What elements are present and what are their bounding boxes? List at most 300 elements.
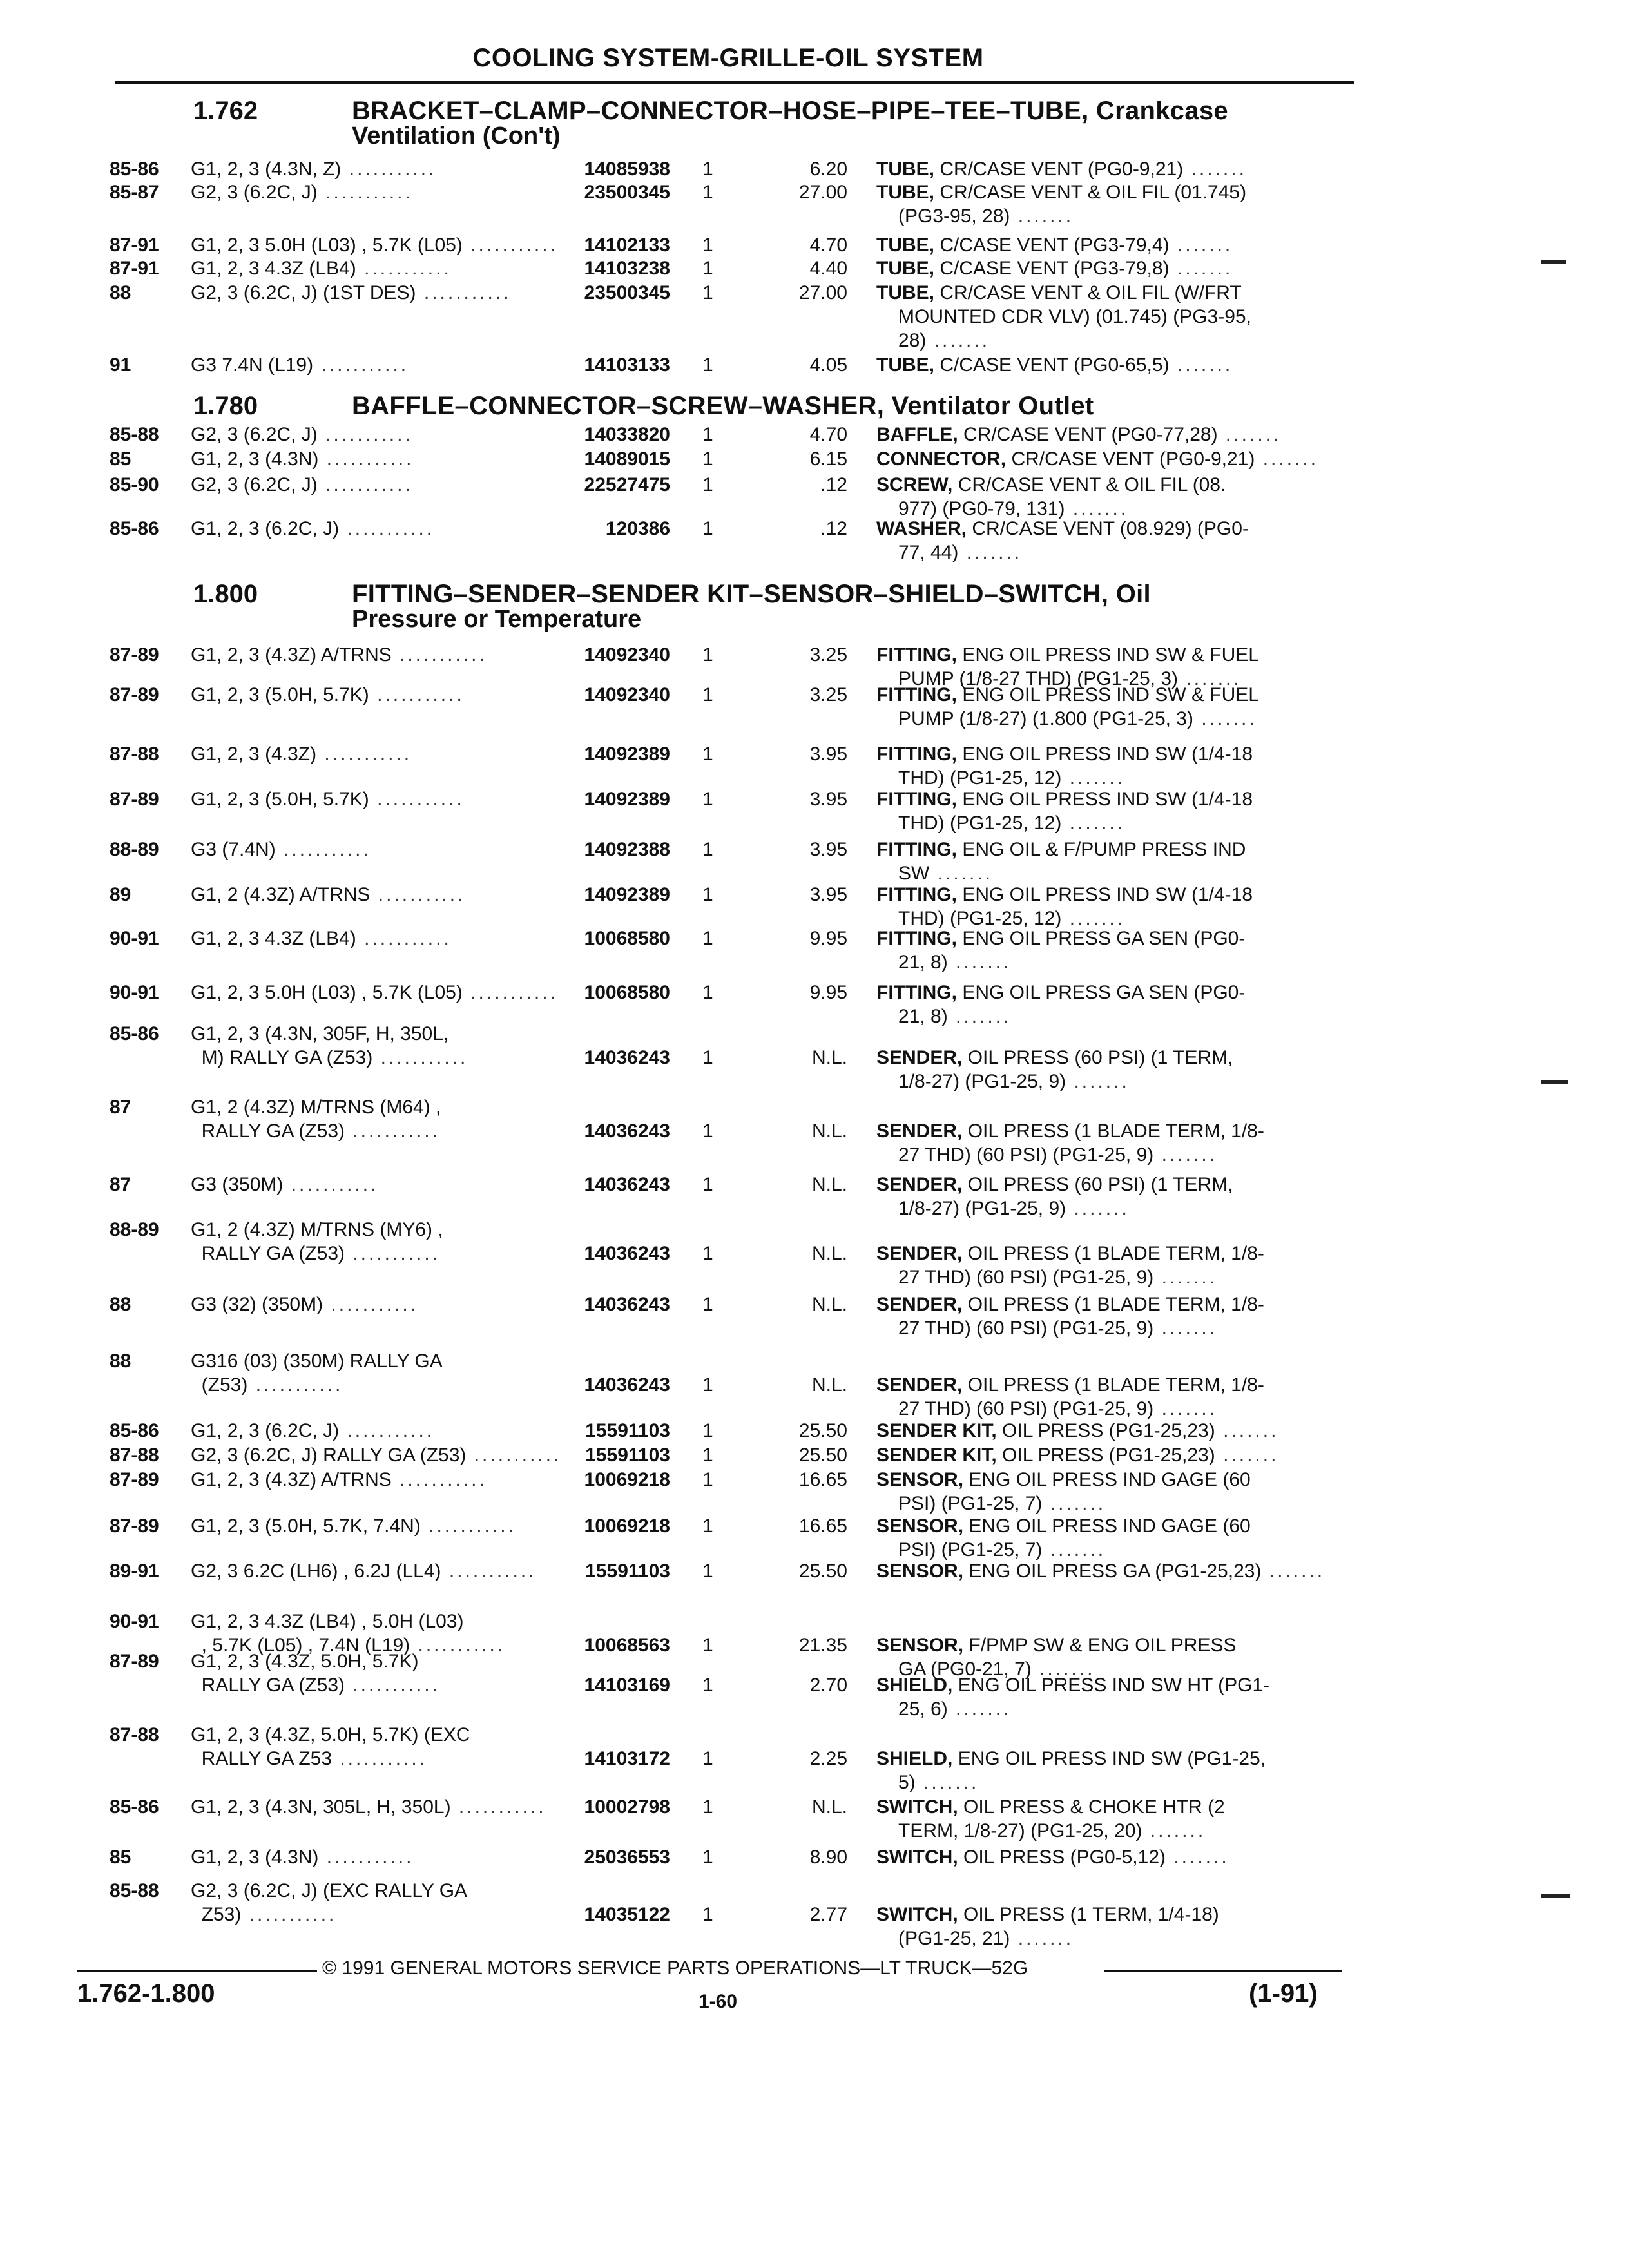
application	[191, 157, 532, 181]
section-number: 1.800	[193, 580, 258, 608]
price: 3.95	[809, 884, 847, 905]
description-text: OIL PRESS (PG1-25,23)	[1002, 1445, 1215, 1466]
leader-dots: .......	[1061, 767, 1126, 789]
price: 25.50	[798, 1420, 847, 1441]
leader-dots: .......	[1042, 1493, 1106, 1514]
application	[191, 423, 532, 447]
model-years: 89-91	[110, 1561, 159, 1582]
description-text: ENG OIL PRESS IND SW (1/4-18	[962, 884, 1253, 905]
part-name: SENSOR,	[876, 1635, 964, 1656]
description	[898, 541, 1375, 564]
leader-dots: .......	[1061, 908, 1126, 929]
leader-dots: ...........	[441, 1561, 537, 1582]
price: N.L.	[811, 1243, 847, 1264]
description	[898, 707, 1375, 731]
price: 9.95	[809, 928, 847, 949]
leader-dots: ...........	[420, 1515, 516, 1537]
description	[898, 766, 1375, 790]
application	[191, 1349, 532, 1373]
quantity: 1	[702, 1445, 713, 1466]
description-text: GA (PG0-21, 7)	[898, 1658, 1032, 1680]
application-text: G2, 3 (6.2C, J) (1ST DES)	[191, 282, 416, 303]
price: 4.70	[809, 235, 847, 256]
part-name: SENDER,	[876, 1294, 963, 1315]
part-number: 10069218	[584, 1469, 670, 1490]
description-text: OIL PRESS (60 PSI) (1 TERM,	[967, 1174, 1233, 1195]
leader-dots: ...........	[356, 258, 452, 279]
description-text: ENG OIL PRESS GA (PG1-25,23)	[969, 1561, 1262, 1582]
application-text: G1, 2, 3 (4.3Z, 5.0H, 5.7K)	[191, 1651, 419, 1672]
price: N.L.	[811, 1374, 847, 1396]
application	[191, 447, 532, 471]
description	[876, 683, 1353, 707]
model-years: 88-89	[110, 1219, 159, 1240]
quantity: 1	[702, 1469, 713, 1490]
part-number: 10068580	[584, 928, 670, 949]
part-number: 14033820	[584, 424, 670, 445]
description	[898, 305, 1375, 329]
section-number: 1.762	[193, 97, 258, 125]
part-number: 22527475	[584, 474, 670, 495]
description-text: CR/CASE VENT & OIL FIL (W/FRT	[940, 282, 1242, 303]
description	[876, 1468, 1353, 1492]
application	[191, 1795, 546, 1819]
description	[876, 927, 1353, 950]
application	[191, 353, 532, 377]
leader-dots: ...........	[345, 1243, 441, 1264]
part-entry	[0, 233, 1629, 256]
description-text: PSI) (PG1-25, 7)	[898, 1539, 1043, 1561]
price: 4.70	[809, 424, 847, 445]
description	[876, 517, 1353, 541]
application-text: G1, 2, 3 4.3Z (LB4) , 5.0H (L03)	[191, 1611, 464, 1632]
description-text: C/CASE VENT (PG3-79,8)	[940, 258, 1170, 279]
leader-dots: ...........	[318, 448, 414, 470]
price: 6.15	[809, 448, 847, 470]
application-text: Z53)	[191, 1904, 242, 1925]
section-number: 1.780	[193, 392, 258, 420]
part-name: SENSOR,	[876, 1561, 964, 1582]
part-number: 25036553	[584, 1847, 670, 1868]
leader-dots: ...........	[313, 354, 409, 376]
leader-dots: .......	[958, 542, 1023, 563]
application	[191, 742, 532, 766]
part-number: 14089015	[584, 448, 670, 470]
leader-dots: ...........	[339, 518, 435, 539]
part-number: 14085938	[584, 159, 670, 180]
price: 27.00	[798, 282, 847, 303]
part-name: SENDER,	[876, 1120, 963, 1142]
price: 9.95	[809, 982, 847, 1003]
description	[876, 1633, 1353, 1657]
leader-dots: .......	[1215, 1445, 1279, 1466]
quantity: 1	[702, 1748, 713, 1769]
part-number: 10068580	[584, 982, 670, 1003]
quantity: 1	[702, 354, 713, 376]
description-text: 27 THD) (60 PSI) (PG1-25, 9)	[898, 1267, 1154, 1288]
leader-dots: .......	[1065, 498, 1129, 519]
description-text: OIL PRESS (1 TERM, 1/4-18)	[963, 1904, 1219, 1925]
description-text: OIL PRESS & CHOKE HTR (2	[963, 1796, 1225, 1818]
quantity: 1	[702, 644, 713, 666]
leader-dots: ...........	[450, 1796, 546, 1818]
model-years: 89	[110, 884, 131, 905]
leader-dots: ...........	[345, 1675, 441, 1696]
leader-dots: .......	[1153, 1318, 1217, 1339]
price: N.L.	[811, 1796, 847, 1818]
price: 4.40	[809, 258, 847, 279]
leader-dots: .......	[915, 1772, 979, 1793]
application	[191, 1610, 532, 1633]
footer-revision: (1-91)	[1249, 1979, 1318, 2008]
description	[876, 787, 1353, 811]
description-text: 21, 8)	[898, 1006, 948, 1027]
application	[191, 517, 532, 541]
description-text: C/CASE VENT (PG3-79,4)	[940, 235, 1170, 256]
leader-dots: .......	[1255, 448, 1319, 470]
margin-mark	[1541, 1080, 1568, 1084]
part-entry	[0, 1559, 1629, 1582]
part-name: TUBE,	[876, 182, 934, 203]
leader-dots: ...........	[332, 1748, 428, 1769]
price: 25.50	[798, 1561, 847, 1582]
price: 16.65	[798, 1469, 847, 1490]
part-name: FITTING,	[876, 928, 957, 949]
price: 2.70	[809, 1675, 847, 1696]
price: 4.05	[809, 354, 847, 376]
description-text: ENG OIL PRESS IND SW & FUEL	[962, 644, 1259, 666]
description-text: ENG OIL & F/PUMP PRESS IND	[962, 839, 1246, 860]
description	[898, 1538, 1375, 1562]
model-years: 85-86	[110, 518, 159, 539]
leader-dots: ...........	[372, 1047, 468, 1068]
part-name: TUBE,	[876, 159, 934, 180]
description	[876, 233, 1353, 257]
leader-dots: .......	[1010, 1928, 1074, 1949]
quantity: 1	[702, 282, 713, 303]
quantity: 1	[702, 1675, 713, 1696]
description-text: C/CASE VENT (PG0-65,5)	[940, 354, 1170, 376]
part-entry	[0, 1443, 1629, 1466]
description-text: (PG3-95, 28)	[898, 206, 1010, 227]
part-name: SENDER,	[876, 1047, 963, 1068]
part-number: 15591103	[585, 1445, 670, 1466]
description	[876, 447, 1353, 471]
application-text: G2, 3 (6.2C, J)	[191, 424, 318, 445]
model-years: 85-86	[110, 1023, 159, 1044]
application-text: G1, 2, 3 (5.0H, 5.7K)	[191, 789, 369, 810]
application-text: RALLY GA (Z53)	[191, 1243, 345, 1264]
description-text: THD) (PG1-25, 12)	[898, 812, 1062, 834]
description	[876, 1046, 1353, 1070]
price: .12	[820, 518, 847, 539]
part-number: 14103172	[584, 1748, 670, 1769]
leader-dots: .......	[1142, 1820, 1206, 1841]
description	[876, 1293, 1353, 1316]
part-name: WASHER,	[876, 518, 967, 539]
part-number: 10068563	[584, 1635, 670, 1656]
application-text: RALLY GA Z53	[191, 1748, 333, 1769]
model-years: 85-86	[110, 159, 159, 180]
description	[876, 742, 1353, 766]
quantity: 1	[702, 1374, 713, 1396]
application	[191, 927, 532, 950]
description-text: 21, 8)	[898, 952, 948, 973]
quantity: 1	[702, 159, 713, 180]
description	[876, 281, 1353, 305]
description-text: ENG OIL PRESS IND GAGE (60	[969, 1515, 1251, 1537]
part-name: SHIELD,	[876, 1675, 953, 1696]
application-text: RALLY GA (Z53)	[191, 1120, 345, 1142]
part-entry	[0, 473, 1629, 519]
part-number: 120386	[605, 518, 670, 539]
section-subtitle: Ventilation (Con't)	[352, 122, 561, 149]
part-number: 14103133	[584, 354, 670, 376]
application	[191, 1559, 537, 1583]
application-text: G1, 2, 3 (4.3N, 305F, H, 350L,	[191, 1023, 449, 1044]
description	[898, 811, 1375, 835]
description	[876, 1795, 1353, 1819]
part-entry	[0, 787, 1629, 834]
application	[191, 1419, 532, 1443]
model-years: 85	[110, 448, 131, 470]
margin-mark	[1541, 1894, 1570, 1898]
quantity: 1	[702, 839, 713, 860]
description	[876, 1242, 1353, 1265]
part-name: TUBE,	[876, 354, 934, 376]
description	[898, 861, 1375, 885]
application	[191, 643, 532, 667]
part-entry	[0, 643, 1629, 689]
leader-dots: .......	[1153, 1398, 1217, 1419]
description-text: 27 THD) (60 PSI) (PG1-25, 9)	[898, 1318, 1154, 1339]
application-text: G1, 2, 3 (4.3Z)	[191, 744, 317, 765]
footer-rule-left	[77, 1970, 317, 1972]
section-subtitle: Pressure or Temperature	[352, 606, 642, 633]
leader-dots: ...........	[391, 1469, 487, 1490]
application-text: G1, 2 (4.3Z) M/TRNS (M64) ,	[191, 1097, 441, 1118]
model-years: 87-88	[110, 1445, 159, 1466]
model-years: 87	[110, 1174, 131, 1195]
leader-dots: .......	[1153, 1144, 1217, 1166]
description	[898, 1927, 1375, 1950]
description	[876, 1673, 1353, 1697]
description-text: SW	[898, 863, 930, 884]
application	[191, 883, 532, 907]
quantity: 1	[702, 424, 713, 445]
model-years: 88	[110, 1350, 131, 1372]
description-text: 5)	[898, 1772, 916, 1793]
part-entry	[0, 1723, 1629, 1793]
quantity: 1	[702, 884, 713, 905]
application-text: G2, 3 (6.2C, J) RALLY GA (Z53)	[191, 1445, 467, 1466]
description-text: PUMP (1/8-27 THD) (PG1-25, 3)	[898, 668, 1179, 689]
description-text: ENG OIL PRESS GA SEN (PG0-	[962, 982, 1246, 1003]
part-entry	[0, 353, 1629, 376]
price: 8.90	[809, 1847, 847, 1868]
quantity: 1	[702, 684, 713, 706]
leader-dots: ...........	[369, 684, 465, 706]
application-text: G3 (350M)	[191, 1174, 284, 1195]
price: 3.95	[809, 789, 847, 810]
quantity: 1	[702, 1847, 713, 1868]
application-text: G2, 3 (6.2C, J) (EXC RALLY GA	[191, 1880, 468, 1901]
application	[191, 1747, 532, 1771]
model-years: 87-88	[110, 1724, 159, 1745]
price: 3.25	[809, 644, 847, 666]
part-name: FITTING,	[876, 644, 957, 666]
part-number: 14036243	[584, 1243, 670, 1264]
application-text: G1, 2, 3 (6.2C, J)	[191, 1420, 340, 1441]
description-text: OIL PRESS (1 BLADE TERM, 1/8-	[967, 1120, 1264, 1142]
leader-dots: .......	[1178, 668, 1242, 689]
application-text: G1, 2, 3 4.3Z (LB4)	[191, 258, 356, 279]
part-entry	[0, 683, 1629, 729]
model-years: 88	[110, 1294, 131, 1315]
description-text: OIL PRESS (60 PSI) (1 TERM,	[967, 1047, 1233, 1068]
leader-dots: .......	[1066, 1071, 1130, 1092]
description	[898, 1492, 1375, 1515]
part-number: 14103238	[584, 258, 670, 279]
part-number: 14092388	[584, 839, 670, 860]
price: 3.95	[809, 744, 847, 765]
part-number: 23500345	[584, 182, 670, 203]
quantity: 1	[702, 474, 713, 495]
model-years: 87	[110, 1097, 131, 1118]
part-entry	[0, 1845, 1629, 1868]
model-years: 87-91	[110, 235, 159, 256]
price: N.L.	[811, 1120, 847, 1142]
quantity: 1	[702, 1635, 713, 1656]
quantity: 1	[702, 182, 713, 203]
leader-dots: .......	[1215, 1420, 1279, 1441]
part-name: SENDER,	[876, 1174, 963, 1195]
part-name: TUBE,	[876, 282, 934, 303]
leader-dots: .......	[947, 1006, 1012, 1027]
price: 6.20	[809, 159, 847, 180]
description-text: F/PMP SW & ENG OIL PRESS	[969, 1635, 1237, 1656]
application	[191, 981, 558, 1004]
application-text: G3 (32) (350M)	[191, 1294, 323, 1315]
part-name: SENDER,	[876, 1243, 963, 1264]
description-text: ENG OIL PRESS IND SW (1/4-18	[962, 744, 1253, 765]
leader-dots: ...........	[345, 1120, 441, 1142]
leader-dots: .......	[1261, 1561, 1325, 1582]
description	[898, 329, 1375, 352]
description	[898, 204, 1375, 228]
part-entry	[0, 1795, 1629, 1841]
model-years: 88	[110, 282, 131, 303]
application	[191, 1095, 532, 1119]
price: .12	[820, 474, 847, 495]
margin-mark	[1541, 260, 1566, 264]
model-years: 85-90	[110, 474, 159, 495]
application-text: , 5.7K (L05) , 7.4N (L19)	[191, 1635, 410, 1656]
leader-dots: .......	[947, 952, 1012, 973]
part-number: 14092340	[584, 644, 670, 666]
part-number: 14036243	[584, 1120, 670, 1142]
price: N.L.	[811, 1174, 847, 1195]
leader-dots: .......	[1042, 1539, 1106, 1561]
quantity: 1	[702, 1047, 713, 1068]
application-text: G3 (7.4N)	[191, 839, 276, 860]
description-text: 1/8-27) (PG1-25, 9)	[898, 1071, 1066, 1092]
application-text: G1, 2 (4.3Z) M/TRNS (MY6) ,	[191, 1219, 443, 1240]
application-text: G1, 2, 3 (4.3Z) A/TRNS	[191, 644, 392, 666]
application-text: G1, 2, 3 (4.3N, 305L, H, 350L)	[191, 1796, 451, 1818]
model-years: 87-89	[110, 1469, 159, 1490]
application-text: G1, 2, 3 5.0H (L03) , 5.7K (L05)	[191, 982, 463, 1003]
part-entry	[0, 1514, 1629, 1561]
application-text: G2, 3 6.2C (LH6) , 6.2J (LL4)	[191, 1561, 441, 1582]
quantity: 1	[702, 518, 713, 539]
leader-dots: .......	[926, 330, 990, 351]
description	[876, 1559, 1353, 1583]
quantity: 1	[702, 1561, 713, 1582]
price: N.L.	[811, 1294, 847, 1315]
description	[876, 1514, 1353, 1538]
model-years: 85	[110, 1847, 131, 1868]
application	[191, 473, 532, 497]
description-text: MOUNTED CDR VLV) (01.745) (PG3-95,	[898, 306, 1251, 327]
description	[876, 643, 1353, 667]
application	[191, 1649, 532, 1673]
leader-dots: ...........	[466, 1445, 562, 1466]
description-text: 27 THD) (60 PSI) (PG1-25, 9)	[898, 1398, 1154, 1419]
part-name: SWITCH,	[876, 1847, 958, 1868]
application	[191, 180, 532, 204]
part-number: 14036243	[584, 1374, 670, 1396]
application-text: G1, 2, 3 (4.3N)	[191, 1847, 319, 1868]
application-text: G1, 2, 3 (4.3Z, 5.0H, 5.7K) (EXC	[191, 1724, 470, 1745]
part-name: FITTING,	[876, 884, 957, 905]
part-name: SHIELD,	[876, 1748, 953, 1769]
model-years: 87-89	[110, 789, 159, 810]
part-entry	[0, 447, 1629, 470]
quantity: 1	[702, 1420, 713, 1441]
application-text: G1, 2, 3 (6.2C, J)	[191, 518, 340, 539]
part-entry	[0, 281, 1629, 351]
section-title: FITTING–SENDER–SENDER KIT–SENSOR–SHIELD–SWITCH, Oil	[352, 580, 1151, 608]
leader-dots: ...........	[317, 474, 413, 495]
leader-dots: ...........	[283, 1174, 379, 1195]
part-number: 14035122	[584, 1904, 670, 1925]
application	[191, 281, 532, 305]
leader-dots: .......	[929, 863, 994, 884]
description-text: OIL PRESS (PG1-25,23)	[1002, 1420, 1215, 1441]
page-title: COOLING SYSTEM-GRILLE-OIL SYSTEM	[472, 44, 984, 72]
leader-dots: ...........	[462, 982, 558, 1003]
part-name: TUBE,	[876, 235, 934, 256]
description-text: CR/CASE VENT (08.929) (PG0-	[972, 518, 1249, 539]
model-years: 87-89	[110, 1651, 159, 1672]
description	[876, 353, 1353, 377]
description	[898, 1070, 1375, 1093]
description	[876, 473, 1353, 497]
price: 21.35	[798, 1635, 847, 1656]
quantity: 1	[702, 928, 713, 949]
model-years: 87-89	[110, 684, 159, 706]
application	[191, 838, 532, 861]
model-years: 87-89	[110, 644, 159, 666]
section-title: BRACKET–CLAMP–CONNECTOR–HOSE–PIPE–TEE–TUBE, Crankcase	[352, 97, 1228, 125]
part-name: FITTING,	[876, 684, 957, 706]
model-years: 88-89	[110, 839, 159, 860]
price: 27.00	[798, 182, 847, 203]
description-text: OIL PRESS (1 BLADE TERM, 1/8-	[967, 1294, 1264, 1315]
part-name: FITTING,	[876, 839, 957, 860]
description	[876, 1119, 1353, 1143]
